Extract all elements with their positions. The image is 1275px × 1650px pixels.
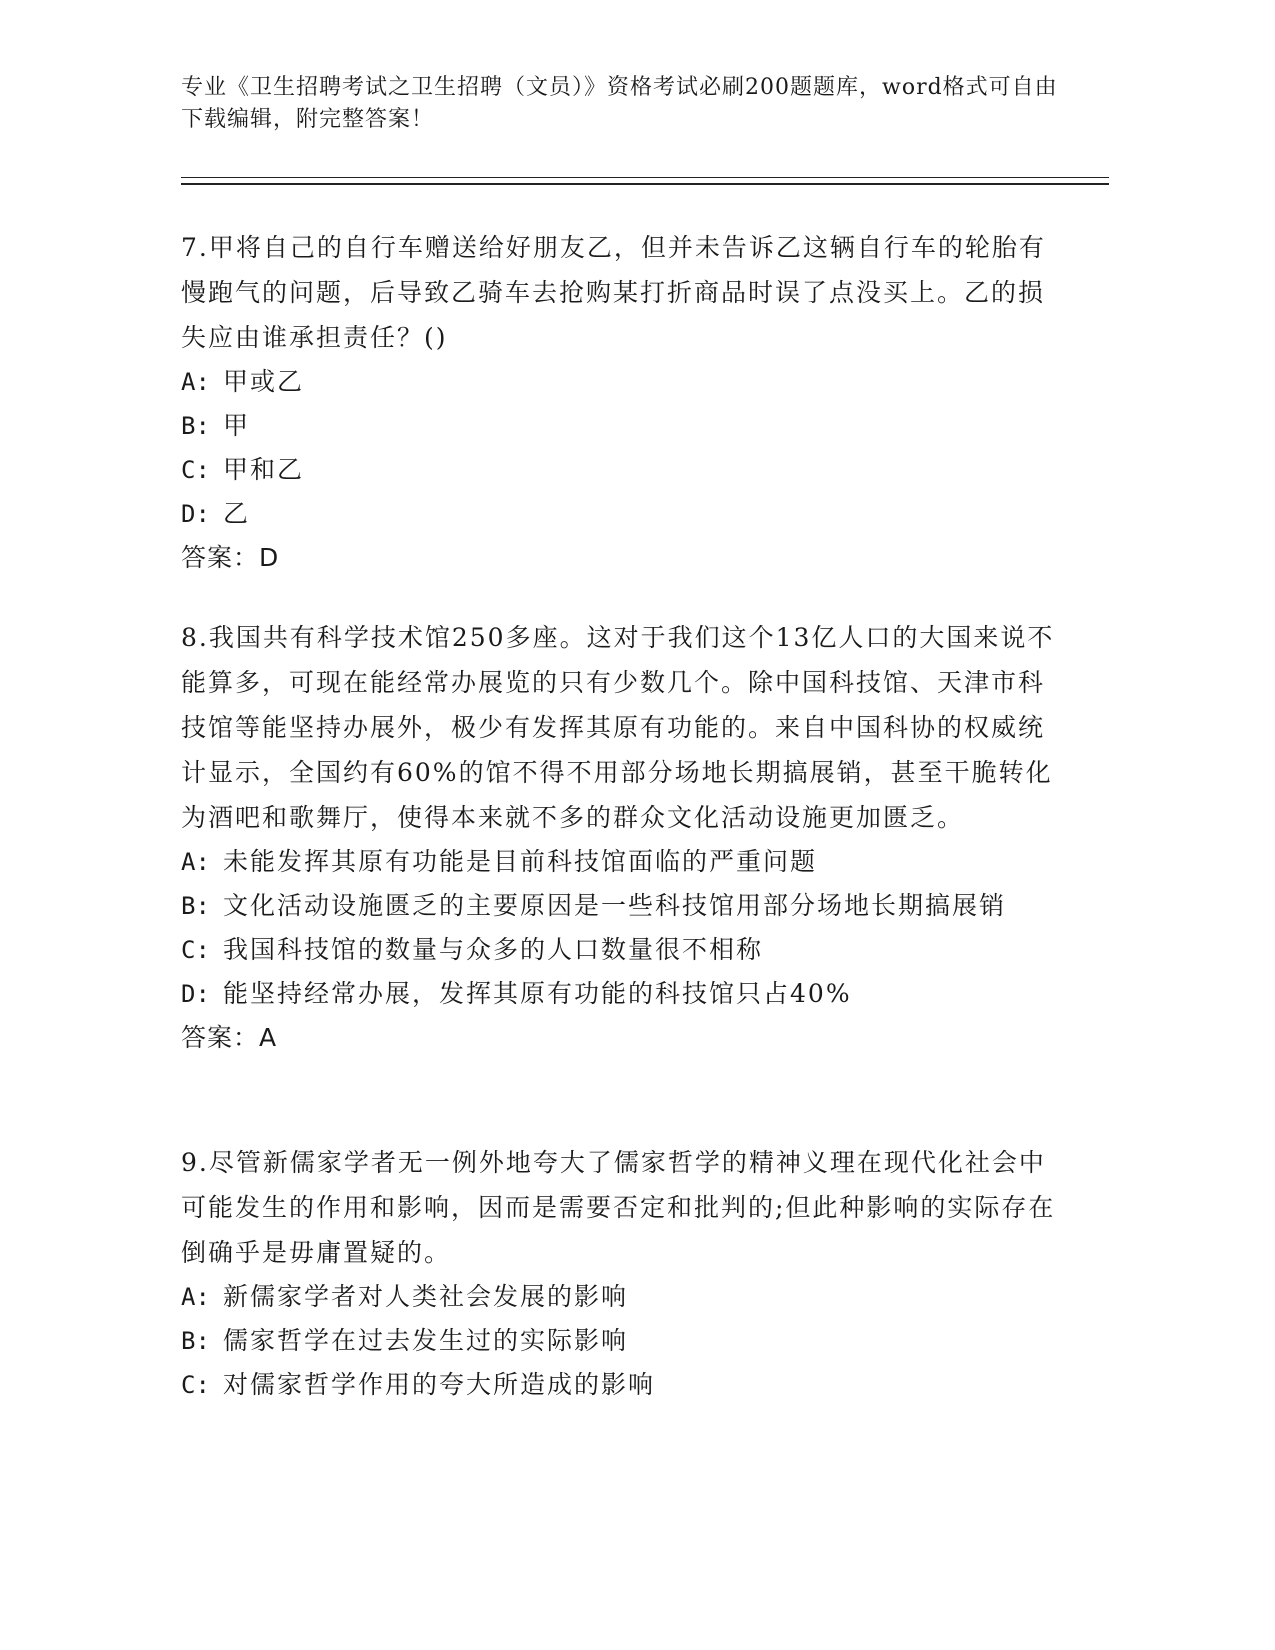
option-a [181,360,1061,404]
option-text: 能坚持经常办展，发挥其原有功能的科技馆只占40% [223,979,852,1008]
option-letter: D: [181,980,210,1008]
option-letter: A: [181,1283,210,1311]
option-letter: D: [181,500,210,528]
document-header: 专业《卫生招聘考试之卫生招聘（文员）》资格考试必刷200题题库，word格式可自由下载编辑，附完整答案！ [181,75,1058,132]
option-b [181,1319,1061,1363]
option-d [181,972,1061,1016]
option-text: 乙 [223,499,251,528]
option-text: 甲或乙 [223,367,305,396]
option-a [181,840,1061,884]
header-divider [181,177,1109,185]
question-stem: 9.尽管新儒家学者无一例外地夸大了儒家哲学的精神义理在现代化社会中可能发生的作用和影响，因而是需要否定和批判的;但此种影响的实际存在倒确乎是毋庸置疑的。 [181,1148,1056,1267]
option-text: 儒家哲学在过去发生过的实际影响 [223,1326,629,1355]
answer-line: 答案：A [181,1023,278,1052]
option-a [181,1275,1061,1319]
option-text: 未能发挥其原有功能是目前科技馆面临的严重问题 [223,847,818,876]
option-text: 甲和乙 [223,455,305,484]
option-c [181,1363,1061,1407]
option-b [181,884,1061,928]
option-letter: B: [181,412,210,440]
option-text: 新儒家学者对人类社会发展的影响 [223,1282,629,1311]
question-block [181,225,1061,580]
option-letter: C: [181,936,210,964]
option-letter: A: [181,848,210,876]
question-stem: 7.甲将自己的自行车赠送给好朋友乙，但并未告诉乙这辆自行车的轮胎有慢跑气的问题，后导致乙骑车去抢购某打折商品时误了点没买上。乙的损失应由谁承担责任？() [181,233,1046,352]
option-letter: B: [181,892,210,920]
option-text: 对儒家哲学作用的夸大所造成的影响 [223,1370,656,1399]
option-c [181,448,1061,492]
question-block [181,615,1061,1060]
answer-line: 答案：D [181,543,280,572]
question-block [181,1140,1061,1407]
option-text: 甲 [223,411,251,440]
option-b [181,404,1061,448]
option-letter: B: [181,1327,210,1355]
option-letter: C: [181,1371,210,1399]
question-stem: 8.我国共有科学技术馆250多座。这对于我们这个13亿人口的大国来说不能算多，可现在能经常办展览的只有少数几个。除中国科技馆、天津市科技馆等能坚持办展外，极少有发挥其原有功能的。来自中国科协的权威统计显示，全国约有60%的馆不得不用部分场地长期搞展销，甚至干脆转化为酒吧和歌舞厅，使得本来就不多的群众文化活动设施更加匮乏。 [181,623,1055,832]
option-c [181,928,1061,972]
option-d [181,492,1061,536]
option-text: 我国科技馆的数量与众多的人口数量很不相称 [223,935,764,964]
option-letter: A: [181,368,210,396]
option-text: 文化活动设施匮乏的主要原因是一些科技馆用部分场地长期搞展销 [223,891,1007,920]
option-letter: C: [181,456,210,484]
